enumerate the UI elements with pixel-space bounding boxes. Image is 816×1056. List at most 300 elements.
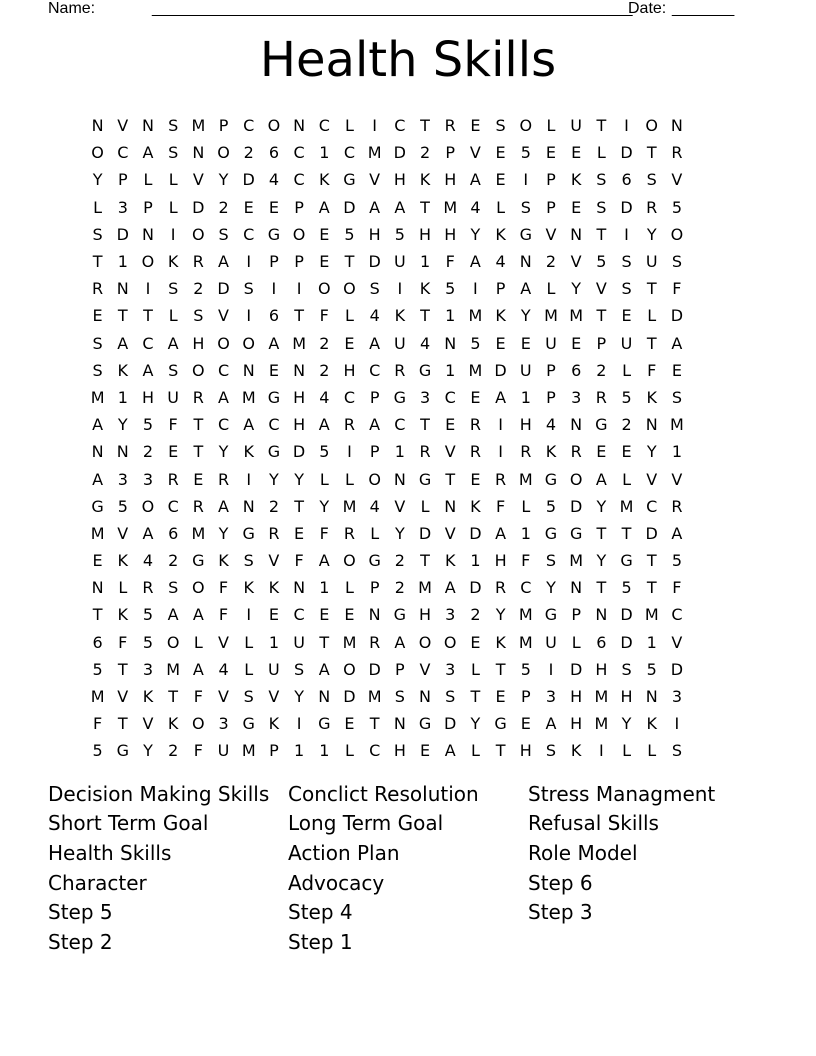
grid-letter[interactable]: L — [647, 741, 657, 761]
grid-letter[interactable]: A — [167, 605, 179, 625]
grid-letter[interactable]: Y — [646, 442, 657, 462]
grid-letter[interactable]: O — [166, 632, 180, 652]
grid-letter[interactable]: M — [518, 469, 533, 489]
grid-letter[interactable]: F — [672, 578, 682, 598]
grid-letter[interactable]: G — [318, 714, 331, 734]
grid-letter[interactable]: T — [420, 415, 430, 435]
grid-letter[interactable]: G — [544, 605, 558, 625]
grid-letter[interactable]: S — [545, 741, 557, 761]
grid-letter[interactable]: S — [520, 197, 531, 217]
grid-letter[interactable]: A — [192, 605, 204, 625]
grid-letter[interactable]: S — [671, 387, 682, 407]
grid-letter[interactable]: M — [90, 523, 105, 543]
grid-letter[interactable]: E — [470, 387, 481, 407]
grid-letter[interactable]: 6 — [168, 523, 179, 543]
grid-letter[interactable]: H — [293, 415, 306, 435]
grid-letter[interactable]: Y — [319, 496, 330, 516]
grid-letter[interactable]: N — [419, 687, 432, 707]
grid-letter[interactable]: T — [294, 306, 304, 326]
grid-letter[interactable]: P — [369, 387, 380, 407]
grid-letter[interactable]: N — [293, 360, 306, 380]
grid-letter[interactable]: 5 — [671, 197, 682, 217]
grid-letter[interactable]: H — [343, 360, 356, 380]
grid-letter[interactable]: H — [444, 224, 457, 244]
grid-letter[interactable]: E — [571, 333, 582, 353]
grid-letter[interactable]: R — [671, 496, 683, 516]
grid-letter[interactable]: 4 — [268, 170, 279, 190]
grid-letter[interactable]: 5 — [142, 415, 154, 435]
grid-letter[interactable]: E — [92, 551, 103, 571]
grid-letter[interactable]: G — [192, 551, 205, 571]
grid-letter[interactable]: D — [418, 523, 432, 543]
grid-letter[interactable]: P — [117, 170, 128, 190]
grid-letter[interactable]: O — [192, 360, 205, 380]
grid-letter[interactable]: D — [620, 605, 633, 625]
grid-letter[interactable]: M — [594, 687, 609, 707]
grid-letter[interactable]: H — [192, 333, 205, 353]
grid-letter[interactable]: T — [445, 469, 456, 489]
grid-letter[interactable]: 5 — [445, 279, 456, 299]
grid-letter[interactable]: Y — [546, 578, 556, 598]
grid-letter[interactable]: H — [368, 224, 381, 244]
grid-letter[interactable]: A — [369, 197, 381, 217]
grid-letter[interactable]: T — [420, 197, 430, 217]
grid-letter[interactable]: Y — [394, 523, 405, 543]
grid-letter[interactable]: V — [142, 714, 154, 734]
grid-letter[interactable]: D — [444, 714, 457, 734]
grid-letter[interactable]: 2 — [621, 415, 632, 435]
grid-letter[interactable]: M — [367, 687, 382, 707]
grid-letter[interactable]: S — [621, 252, 632, 272]
grid-letter[interactable]: G — [494, 714, 507, 734]
grid-letter[interactable]: V — [570, 252, 582, 272]
grid-letter[interactable]: H — [141, 387, 154, 407]
grid-letter[interactable]: E — [92, 306, 103, 326]
grid-letter[interactable]: K — [319, 170, 330, 190]
grid-letter[interactable]: R — [192, 252, 204, 272]
grid-letter[interactable]: F — [168, 415, 178, 435]
grid-letter[interactable]: A — [117, 333, 129, 353]
grid-letter[interactable]: E — [470, 632, 481, 652]
grid-letter[interactable]: L — [420, 496, 430, 516]
grid-letter[interactable]: V — [218, 687, 229, 707]
grid-letter[interactable]: N — [91, 578, 104, 598]
grid-letter[interactable]: 1 — [419, 252, 431, 272]
grid-letter[interactable]: N — [368, 605, 381, 625]
grid-letter[interactable]: D — [620, 197, 633, 217]
grid-letter[interactable]: O — [645, 116, 659, 136]
grid-letter[interactable]: K — [444, 551, 456, 571]
grid-letter[interactable]: O — [670, 224, 684, 244]
grid-letter[interactable]: A — [142, 523, 154, 543]
grid-letter[interactable]: O — [217, 333, 230, 353]
grid-letter[interactable]: A — [469, 170, 481, 190]
grid-letter[interactable]: R — [671, 143, 683, 163]
grid-letter[interactable]: M — [518, 632, 533, 652]
grid-letter[interactable]: D — [569, 659, 583, 679]
grid-letter[interactable]: C — [217, 415, 230, 435]
grid-letter[interactable]: U — [268, 659, 280, 679]
grid-letter[interactable]: I — [624, 224, 629, 244]
grid-letter[interactable]: P — [571, 605, 581, 625]
grid-letter[interactable]: 5 — [646, 659, 657, 679]
grid-letter[interactable]: 6 — [268, 306, 279, 326]
grid-letter[interactable]: G — [267, 387, 281, 407]
grid-letter[interactable]: U — [167, 387, 180, 407]
grid-letter[interactable]: L — [193, 632, 203, 652]
grid-letter[interactable]: K — [570, 170, 582, 190]
grid-letter[interactable]: H — [419, 224, 432, 244]
grid-letter[interactable]: 1 — [117, 387, 128, 407]
grid-letter[interactable]: N — [444, 496, 457, 516]
grid-letter[interactable]: 2 — [218, 197, 229, 217]
grid-letter[interactable]: I — [523, 170, 529, 190]
grid-letter[interactable]: R — [469, 415, 481, 435]
grid-letter[interactable]: T — [646, 333, 657, 353]
grid-letter[interactable]: 3 — [671, 687, 682, 707]
grid-letter[interactable]: P — [596, 333, 607, 353]
grid-letter[interactable]: T — [596, 224, 607, 244]
grid-letter[interactable]: I — [674, 714, 680, 734]
grid-letter[interactable]: L — [470, 741, 480, 761]
grid-letter[interactable]: C — [167, 496, 179, 516]
grid-letter[interactable]: 2 — [419, 143, 431, 163]
grid-letter[interactable]: S — [92, 224, 103, 244]
grid-letter[interactable]: 1 — [646, 632, 657, 652]
grid-letter[interactable]: G — [267, 224, 281, 244]
grid-letter[interactable]: L — [143, 170, 153, 190]
grid-letter[interactable]: 1 — [445, 360, 456, 380]
grid-letter[interactable]: T — [117, 659, 128, 679]
grid-letter[interactable]: K — [419, 170, 431, 190]
grid-letter[interactable]: D — [192, 197, 205, 217]
grid-letter[interactable]: O — [368, 469, 381, 489]
grid-letter[interactable]: C — [293, 170, 305, 190]
grid-letter[interactable]: I — [170, 224, 176, 244]
grid-letter[interactable]: E — [344, 333, 355, 353]
grid-letter[interactable]: N — [645, 687, 658, 707]
grid-letter[interactable]: M — [443, 197, 458, 217]
grid-letter[interactable]: I — [296, 714, 302, 734]
grid-letter[interactable]: P — [218, 116, 229, 136]
grid-letter[interactable]: V — [117, 687, 129, 707]
grid-letter[interactable]: U — [393, 252, 406, 272]
grid-letter[interactable]: R — [142, 578, 154, 598]
grid-letter[interactable]: N — [595, 605, 608, 625]
grid-letter[interactable]: G — [418, 360, 432, 380]
grid-letter[interactable]: G — [393, 387, 407, 407]
grid-letter[interactable]: V — [595, 279, 607, 299]
grid-letter[interactable]: P — [294, 252, 304, 272]
grid-letter[interactable]: V — [646, 469, 658, 489]
grid-letter[interactable]: E — [268, 197, 279, 217]
grid-letter[interactable]: L — [168, 170, 178, 190]
grid-letter[interactable]: G — [91, 496, 104, 516]
grid-letter[interactable]: 1 — [294, 741, 305, 761]
grid-letter[interactable]: M — [569, 306, 584, 326]
grid-letter[interactable]: T — [646, 143, 657, 163]
grid-letter[interactable]: E — [319, 252, 330, 272]
grid-letter[interactable]: P — [369, 578, 380, 598]
grid-letter[interactable]: E — [571, 197, 582, 217]
grid-letter[interactable]: 3 — [445, 605, 456, 625]
grid-letter[interactable]: G — [544, 523, 558, 543]
grid-letter[interactable]: G — [242, 523, 255, 543]
grid-letter[interactable]: D — [670, 659, 684, 679]
grid-letter[interactable]: 2 — [193, 279, 204, 299]
grid-letter[interactable]: V — [671, 469, 683, 489]
grid-letter[interactable]: 1 — [319, 578, 330, 598]
grid-letter[interactable]: D — [242, 170, 255, 190]
grid-letter[interactable]: T — [92, 252, 103, 272]
grid-letter[interactable]: 5 — [545, 496, 557, 516]
grid-letter[interactable]: I — [498, 442, 503, 462]
grid-letter[interactable]: C — [117, 143, 129, 163]
grid-letter[interactable]: 3 — [445, 659, 456, 679]
grid-letter[interactable]: N — [393, 714, 406, 734]
grid-letter[interactable]: 6 — [92, 632, 103, 652]
grid-letter[interactable]: V — [469, 143, 481, 163]
grid-letter[interactable]: O — [343, 551, 356, 571]
grid-letter[interactable]: I — [473, 279, 478, 299]
grid-letter[interactable]: I — [246, 605, 252, 625]
grid-letter[interactable]: D — [393, 143, 406, 163]
grid-letter[interactable]: M — [342, 632, 357, 652]
grid-letter[interactable]: H — [393, 741, 406, 761]
grid-letter[interactable]: T — [143, 306, 153, 326]
grid-letter[interactable]: A — [318, 659, 330, 679]
grid-letter[interactable]: F — [118, 632, 128, 652]
grid-letter[interactable]: 1 — [117, 252, 128, 272]
grid-letter[interactable]: M — [644, 605, 659, 625]
grid-letter[interactable]: D — [343, 687, 356, 707]
grid-letter[interactable]: H — [620, 687, 633, 707]
grid-letter[interactable]: T — [193, 415, 204, 435]
grid-letter[interactable]: F — [92, 714, 103, 734]
grid-letter[interactable]: D — [620, 143, 633, 163]
grid-letter[interactable]: M — [468, 360, 483, 380]
grid-letter[interactable]: L — [345, 116, 354, 136]
grid-letter[interactable]: T — [193, 442, 204, 462]
grid-letter[interactable]: M — [367, 143, 382, 163]
grid-letter[interactable]: I — [548, 659, 554, 679]
grid-letter[interactable]: C — [243, 224, 255, 244]
grid-letter[interactable]: R — [394, 360, 406, 380]
grid-letter[interactable]: U — [217, 741, 230, 761]
grid-letter[interactable]: 3 — [571, 387, 582, 407]
grid-letter[interactable]: F — [319, 306, 329, 326]
grid-letter[interactable]: 2 — [268, 496, 279, 516]
grid-letter[interactable]: 5 — [470, 333, 481, 353]
grid-letter[interactable]: E — [571, 143, 582, 163]
grid-letter[interactable]: D — [217, 279, 230, 299]
grid-letter[interactable]: V — [545, 224, 557, 244]
grid-letter[interactable]: M — [670, 415, 684, 435]
grid-letter[interactable]: T — [470, 687, 481, 707]
grid-letter[interactable]: F — [445, 252, 455, 272]
grid-letter[interactable]: E — [243, 197, 254, 217]
grid-letter[interactable]: A — [218, 387, 229, 407]
grid-letter[interactable]: S — [621, 279, 632, 299]
grid-letter[interactable]: P — [369, 442, 380, 462]
grid-letter[interactable]: N — [393, 469, 406, 489]
grid-letter[interactable]: L — [168, 197, 178, 217]
grid-letter[interactable]: L — [647, 306, 657, 326]
grid-letter[interactable]: 4 — [470, 197, 481, 217]
grid-letter[interactable]: K — [268, 578, 280, 598]
grid-letter[interactable]: F — [495, 496, 506, 516]
grid-letter[interactable]: S — [243, 279, 254, 299]
grid-letter[interactable]: S — [369, 279, 380, 299]
grid-letter[interactable]: P — [546, 197, 556, 217]
grid-letter[interactable]: N — [570, 224, 583, 244]
grid-letter[interactable]: M — [90, 387, 105, 407]
grid-letter[interactable]: C — [142, 333, 154, 353]
grid-letter[interactable]: M — [191, 116, 206, 136]
grid-letter[interactable]: G — [569, 523, 583, 543]
grid-letter[interactable]: E — [520, 714, 531, 734]
grid-letter[interactable]: R — [570, 442, 582, 462]
grid-letter[interactable]: Y — [571, 279, 582, 299]
grid-letter[interactable]: 5 — [394, 224, 405, 244]
grid-letter[interactable]: 5 — [92, 741, 103, 761]
grid-letter[interactable]: Y — [218, 523, 229, 543]
grid-letter[interactable]: C — [217, 360, 230, 380]
grid-letter[interactable]: E — [445, 415, 456, 435]
grid-letter[interactable]: 5 — [344, 224, 355, 244]
grid-letter[interactable]: A — [545, 714, 557, 734]
grid-letter[interactable]: V — [394, 496, 406, 516]
grid-letter[interactable]: I — [624, 116, 629, 136]
grid-letter[interactable]: D — [469, 578, 482, 598]
grid-letter[interactable]: O — [192, 578, 205, 598]
grid-letter[interactable]: C — [369, 360, 381, 380]
grid-letter[interactable]: 1 — [445, 306, 456, 326]
grid-letter[interactable]: M — [418, 578, 432, 598]
grid-letter[interactable]: 5 — [621, 387, 632, 407]
grid-letter[interactable]: S — [168, 116, 179, 136]
grid-letter[interactable]: A — [167, 333, 179, 353]
grid-letter[interactable]: K — [218, 551, 229, 571]
grid-letter[interactable]: H — [494, 551, 507, 571]
grid-letter[interactable]: O — [569, 469, 583, 489]
grid-letter[interactable]: 5 — [520, 143, 531, 163]
grid-letter[interactable]: N — [116, 442, 129, 462]
grid-letter[interactable]: V — [268, 551, 280, 571]
grid-letter[interactable]: 4 — [545, 415, 557, 435]
grid-letter[interactable]: L — [244, 632, 254, 652]
grid-letter[interactable]: A — [444, 578, 456, 598]
grid-letter[interactable]: N — [444, 333, 457, 353]
grid-letter[interactable]: D — [343, 197, 356, 217]
grid-letter[interactable]: L — [596, 143, 606, 163]
grid-letter[interactable]: A — [92, 415, 104, 435]
grid-letter[interactable]: O — [192, 714, 205, 734]
grid-letter[interactable]: C — [646, 496, 658, 516]
grid-letter[interactable]: M — [468, 306, 483, 326]
grid-letter[interactable]: 1 — [268, 632, 279, 652]
grid-letter[interactable]: I — [372, 116, 378, 136]
grid-letter[interactable]: H — [519, 415, 532, 435]
grid-letter[interactable]: Y — [294, 469, 304, 489]
grid-letter[interactable]: E — [344, 605, 355, 625]
grid-letter[interactable]: C — [293, 143, 305, 163]
grid-letter[interactable]: S — [545, 551, 557, 571]
grid-letter[interactable]: D — [368, 252, 381, 272]
grid-letter[interactable]: A — [318, 415, 330, 435]
grid-letter[interactable]: Y — [294, 687, 304, 707]
grid-letter[interactable]: C — [343, 387, 356, 407]
grid-letter[interactable]: 5 — [520, 659, 531, 679]
grid-letter[interactable]: L — [345, 469, 354, 489]
grid-letter[interactable]: E — [319, 224, 330, 244]
grid-letter[interactable]: F — [647, 360, 657, 380]
grid-letter[interactable]: 1 — [520, 523, 531, 543]
grid-letter[interactable]: I — [246, 469, 252, 489]
grid-letter[interactable]: 6 — [571, 360, 582, 380]
grid-letter[interactable]: L — [370, 523, 380, 543]
grid-letter[interactable]: U — [545, 333, 557, 353]
grid-letter[interactable]: Y — [92, 170, 103, 190]
grid-letter[interactable]: H — [419, 605, 432, 625]
grid-letter[interactable]: V — [369, 170, 381, 190]
grid-letter[interactable]: E — [495, 333, 506, 353]
grid-letter[interactable]: N — [570, 578, 583, 598]
grid-letter[interactable]: 1 — [470, 551, 481, 571]
grid-letter[interactable]: G — [418, 714, 432, 734]
grid-letter[interactable]: 5 — [142, 632, 154, 652]
grid-letter[interactable]: D — [368, 659, 381, 679]
grid-letter[interactable]: V — [419, 659, 431, 679]
grid-letter[interactable]: V — [671, 170, 683, 190]
grid-letter[interactable]: A — [469, 252, 481, 272]
grid-letter[interactable]: S — [596, 170, 607, 190]
grid-letter[interactable]: 2 — [545, 252, 557, 272]
grid-letter[interactable]: 1 — [319, 143, 330, 163]
grid-letter[interactable]: G — [267, 442, 281, 462]
grid-letter[interactable]: F — [521, 551, 531, 571]
grid-letter[interactable]: V — [444, 442, 456, 462]
grid-letter[interactable]: M — [191, 523, 206, 543]
grid-letter[interactable]: F — [193, 741, 203, 761]
grid-letter[interactable]: M — [518, 605, 533, 625]
grid-letter[interactable]: T — [117, 306, 128, 326]
grid-letter[interactable]: 2 — [470, 605, 481, 625]
grid-letter[interactable]: T — [646, 551, 657, 571]
grid-letter[interactable]: O — [91, 143, 104, 163]
grid-letter[interactable]: R — [217, 469, 230, 489]
grid-letter[interactable]: N — [670, 116, 683, 136]
grid-letter[interactable]: I — [498, 415, 503, 435]
grid-letter[interactable]: M — [569, 551, 584, 571]
grid-letter[interactable]: S — [294, 659, 305, 679]
grid-letter[interactable]: 1 — [394, 442, 405, 462]
grid-letter[interactable]: A — [318, 197, 330, 217]
grid-letter[interactable]: A — [520, 279, 532, 299]
grid-letter[interactable]: M — [594, 714, 609, 734]
grid-letter[interactable]: E — [193, 469, 204, 489]
grid-letter[interactable]: E — [495, 170, 506, 190]
grid-letter[interactable]: T — [344, 252, 355, 272]
grid-letter[interactable]: L — [118, 578, 128, 598]
grid-letter[interactable]: N — [91, 442, 104, 462]
grid-letter[interactable]: M — [342, 496, 357, 516]
grid-letter[interactable]: I — [347, 442, 352, 462]
grid-letter[interactable]: K — [394, 306, 406, 326]
grid-letter[interactable]: P — [546, 387, 556, 407]
grid-letter[interactable]: V — [671, 632, 683, 652]
grid-letter[interactable]: R — [192, 387, 204, 407]
